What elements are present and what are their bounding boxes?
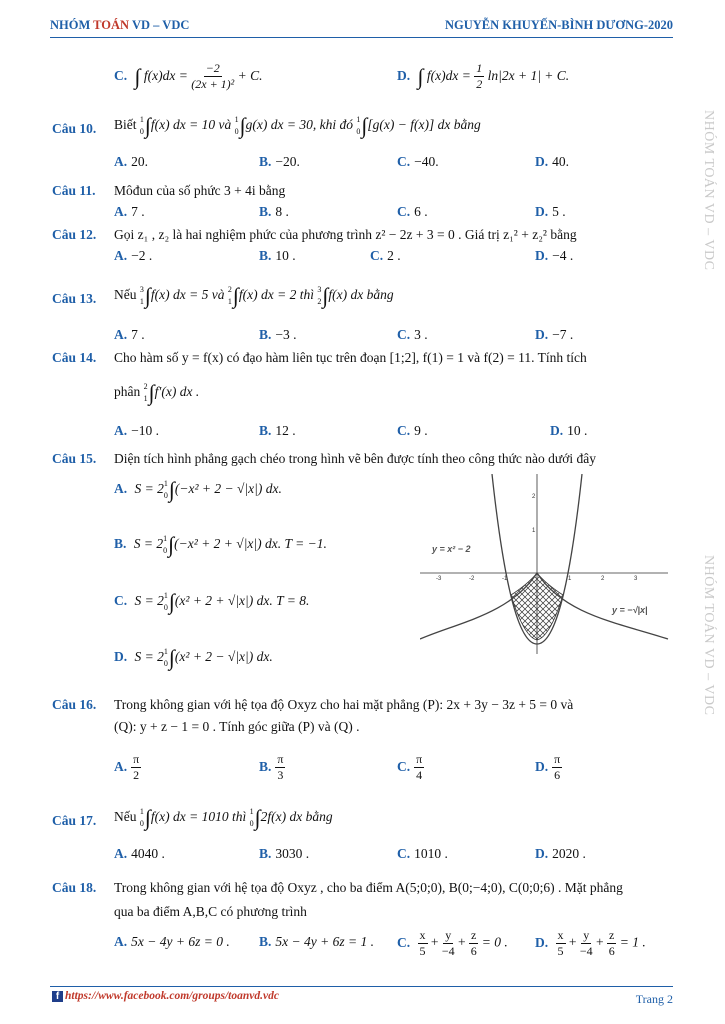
- option-value: −2 .: [131, 248, 153, 263]
- header-text: NHÓM: [50, 18, 94, 32]
- option-label: A.: [114, 846, 128, 861]
- tick-label: -1: [502, 576, 508, 582]
- option-label: D.: [535, 248, 549, 263]
- formula-prefix: S = 2: [134, 649, 164, 665]
- question-text: Môđun của số phức 3 + 4i bằng: [114, 183, 286, 198]
- option-value: 6 .: [414, 204, 428, 219]
- question-text: Trong không gian với hệ tọa độ Oxyz , cho ba điểm A(5;0;0), B(0;−4;0), C(0;0;6) . Mặt phẳng: [114, 880, 623, 895]
- option-value: 1010 .: [414, 846, 448, 861]
- option-label: D.: [397, 67, 411, 83]
- question-number: Câu 17.: [52, 813, 97, 828]
- formula-prefix: S = 2: [134, 593, 164, 609]
- question-text: Diện tích hình phẳng gạch chéo trong hình vẽ bên được tính theo công thức nào dưới đây: [114, 451, 596, 466]
- option-label: D.: [535, 846, 549, 861]
- option-value: 10 .: [275, 248, 296, 263]
- integral-limits: 1 0: [163, 591, 168, 612]
- option-c: [397, 204, 428, 220]
- option-value: 7 .: [131, 204, 145, 219]
- question-17: [52, 805, 673, 865]
- option-a: [114, 752, 141, 783]
- option-value: 2020 .: [552, 846, 586, 861]
- option-value: (−x² + 2 − √|x|) dx.: [174, 481, 282, 497]
- root-label: y = −√|x|: [612, 605, 648, 615]
- tick-label: 2: [601, 576, 605, 582]
- option-d: [535, 846, 586, 862]
- option-label: C.: [397, 327, 411, 342]
- tick-label: 1: [568, 576, 572, 582]
- option-label: B.: [259, 154, 272, 169]
- option-c: [397, 423, 428, 439]
- option-value: = 1 .: [619, 934, 646, 950]
- question-text: Cho hàm số y = f(x) có đạo hàm liên tục trên đoạn [1;2], f(1) = 1 và f(2) = 11. Tính tích: [114, 350, 587, 365]
- option-a: [114, 327, 145, 343]
- option-c: [397, 846, 448, 862]
- integral-limits: 1 0: [139, 807, 144, 828]
- option-label: D.: [535, 758, 549, 774]
- page-number: Trang 2: [635, 992, 673, 1006]
- fraction: [275, 752, 285, 783]
- option-value: 7 .: [131, 327, 145, 342]
- option-value: 12 .: [275, 423, 296, 438]
- question-number: Câu 16.: [52, 697, 97, 712]
- question-number: Câu 14.: [52, 350, 97, 365]
- footer-link-text[interactable]: https://www.facebook.com/groups/toanvd.vdc: [65, 990, 279, 1002]
- denominator: 2: [133, 768, 140, 782]
- option-label: C.: [397, 423, 411, 438]
- fraction: $\frac{z}{6}$: [470, 928, 477, 958]
- facebook-icon: f: [52, 991, 63, 1002]
- option-label: B.: [114, 536, 127, 552]
- header-text: VD: [131, 18, 151, 32]
- integral-limits: 1 0: [163, 534, 168, 555]
- option-d: [535, 752, 562, 783]
- fraction: [552, 752, 562, 783]
- option-label: A.: [114, 423, 128, 438]
- option-b: [259, 846, 309, 862]
- question-text-part: Nếu: [114, 287, 137, 303]
- math-expression: ∫ f(x)dx = $\frac{1}{2}$ ln|2x + 1| + C.: [417, 61, 570, 91]
- option-label: A.: [114, 758, 128, 774]
- option-label: B.: [259, 423, 272, 438]
- question-text: Nếu 3 1 ∫f(x) dx = 5 và 2 1 ∫f(x) dx = 2 thì 3 2 ∫f(x) dx bằng: [114, 283, 394, 308]
- formula-prefix: S = 2: [134, 481, 164, 497]
- option-value: 3030 .: [275, 846, 310, 861]
- option-d: [550, 423, 587, 439]
- option-value: 3 .: [414, 327, 428, 342]
- math-expression: f(x) dx = 1010 thì: [150, 809, 247, 825]
- option-d: [535, 248, 573, 264]
- option-label: C.: [397, 934, 411, 950]
- denominator: 3: [277, 768, 284, 782]
- integral-limits: 3 1: [139, 285, 144, 306]
- facebook-group-link[interactable]: [52, 990, 279, 1002]
- option-value: 5x − 4y + 6z = 1 .: [275, 934, 374, 949]
- denominator: 6: [554, 768, 561, 782]
- fraction: $\frac{y}{-4}$: [579, 928, 593, 958]
- question-text-line-2: qua ba điểm A,B,C có phương trình: [114, 904, 307, 919]
- question-number: Câu 10.: [52, 121, 97, 136]
- option-d: [535, 204, 566, 220]
- option-value: 5x − 4y + 6z = 0 .: [131, 934, 230, 949]
- numerator: π: [133, 752, 140, 766]
- option-c: [114, 61, 263, 92]
- question-text: Biết 1 0 ∫f(x) dx = 10 và 1 0 ∫g(x) dx = 30, khi đó 1 0 ∫[g(x) − f(x)] dx bằng: [114, 113, 481, 138]
- fraction: $\frac{x}{5}$: [557, 928, 564, 958]
- question-12: [52, 227, 673, 267]
- y-tick-labels: [532, 494, 536, 534]
- option-label: A.: [114, 327, 128, 342]
- option-label: D.: [535, 204, 549, 219]
- option-b: B. S = 2 1 0 ∫(−x² + 2 + √|x|) dx. T = −1.: [114, 532, 327, 557]
- question-16: [52, 697, 673, 792]
- fraction: [414, 752, 424, 783]
- integral-limits: 2 1: [143, 382, 148, 403]
- option-value: 10 .: [567, 423, 588, 438]
- header-text: – VDC: [150, 18, 190, 32]
- fraction: $\frac{y}{-4}$: [441, 928, 455, 958]
- tick-label: 1: [532, 528, 536, 534]
- option-value: 2 .: [387, 248, 401, 263]
- option-label: B.: [259, 204, 272, 219]
- option-label: C.: [397, 154, 411, 169]
- tick-label: 3: [634, 576, 638, 582]
- option-label: C.: [370, 248, 384, 263]
- option-d: [397, 61, 569, 92]
- option-label: B.: [259, 934, 272, 949]
- option-value: 9 .: [414, 423, 428, 438]
- option-label: A.: [114, 154, 128, 169]
- integral-limits: 1 0: [249, 807, 254, 828]
- option-c: [397, 154, 439, 170]
- option-c: C. S = 2 1 0 ∫(x² + 2 + √|x|) dx. T = 8.: [114, 589, 310, 614]
- math-expression: g(x) dx = 30, khi đó: [245, 117, 353, 133]
- option-d: D. $\frac{x}{5}$ + $\frac{y}{-4}$ + $\frac{z}{6}$ = 1 .: [535, 928, 646, 958]
- option-a: A. S = 2 1 0 ∫(−x² + 2 − √|x|) dx.: [114, 477, 282, 502]
- header-group-name: [50, 18, 189, 33]
- question-text-line-2: (Q): y + z − 1 = 0 . Tính góc giữa (P) và (Q) .: [114, 719, 360, 734]
- option-a: [114, 204, 145, 220]
- math-expression: ∫ f(x)dx = $\frac{-2}{\text{(2x + 1)²}}$ + C.: [134, 61, 263, 91]
- option-value: (x² + 2 − √|x|) dx.: [174, 649, 273, 665]
- tick-label: -2: [469, 576, 475, 582]
- option-b: [259, 154, 300, 170]
- option-label: C.: [114, 67, 128, 83]
- option-label: A.: [114, 248, 128, 263]
- integral-limits: 1 0: [163, 479, 168, 500]
- option-label: D.: [535, 154, 549, 169]
- page-header: [50, 18, 673, 36]
- question-text: Gọi z₁ , z₂ là hai nghiệm phức của phương trình z² − 2z + 3 = 0 . Giá trị z₁² + z₂² bằng: [114, 227, 577, 242]
- integral-limits: 3 2: [317, 285, 322, 306]
- option-value: −4 .: [552, 248, 574, 263]
- option-value: = 0 .: [481, 934, 508, 950]
- question-14: [52, 350, 673, 445]
- option-label: A.: [114, 934, 128, 949]
- math-expression: 2f(x) dx bằng: [260, 809, 333, 825]
- numerator: π: [554, 752, 561, 766]
- option-d: [535, 327, 573, 343]
- integral-limits: 1 0: [234, 115, 239, 136]
- option-value: −40.: [414, 154, 439, 169]
- integral-limits: 1 0: [356, 115, 361, 136]
- option-label: D.: [535, 934, 549, 950]
- option-a: [114, 248, 152, 264]
- header-divider: [50, 37, 673, 38]
- option-c: [397, 752, 424, 783]
- option-value: 5 .: [552, 204, 566, 219]
- option-value: 8 .: [275, 204, 289, 219]
- option-value: −10 .: [131, 423, 159, 438]
- option-a: [114, 934, 230, 950]
- question-number: Câu 13.: [52, 291, 97, 306]
- option-b: [259, 248, 296, 264]
- question-text-line-2: phân 2 1 ∫f′(x) dx .: [114, 380, 200, 405]
- fraction: [131, 752, 141, 783]
- option-b: [259, 204, 289, 220]
- option-label: C.: [397, 846, 411, 861]
- watermark: NHÓM TOÁN VD – VDC: [701, 110, 716, 271]
- option-c: C. $\frac{x}{5}$ + $\frac{y}{-4}$ + $\frac{z}{6}$ = 0 .: [397, 928, 508, 958]
- hatched-region: [511, 573, 563, 640]
- tick-label: -3: [436, 576, 442, 582]
- option-value: 40.: [552, 154, 569, 169]
- question-number: Câu 11.: [52, 183, 96, 198]
- header-school-name: NGUYỄN KHUYẾN-BÌNH DƯƠNG-2020: [444, 18, 673, 32]
- math-expression: f(x) dx bằng: [328, 287, 394, 303]
- option-b: [259, 752, 285, 783]
- denominator: 4: [416, 768, 423, 782]
- header-text: TOÁN: [93, 18, 132, 32]
- math-expression: f(x) dx = 2 thì: [238, 287, 314, 303]
- option-value: 20.: [131, 154, 148, 169]
- option-value: −20.: [275, 154, 300, 169]
- option-label: B.: [259, 758, 272, 774]
- question-18: [52, 880, 673, 970]
- option-label: A.: [114, 204, 128, 219]
- option-a: [114, 154, 148, 170]
- fraction: $\frac{x}{5}$: [419, 928, 426, 958]
- option-b: [259, 934, 374, 950]
- option-label: C.: [397, 758, 411, 774]
- option-label: B.: [259, 846, 272, 861]
- fraction: $\frac{1}{2}$: [476, 61, 483, 91]
- option-b: [259, 423, 296, 439]
- tick-label: 2: [532, 494, 536, 500]
- option-value: −3 .: [275, 327, 297, 342]
- numerator: π: [277, 752, 284, 766]
- question-text: Nếu 1 0 ∫f(x) dx = 1010 thì 1 0 ∫2f(x) dx bằng: [114, 805, 333, 830]
- question-number: Câu 15.: [52, 451, 97, 466]
- question-11: [52, 183, 673, 223]
- parabola-label: y = x² − 2: [432, 544, 471, 554]
- fraction: $\frac{-2}{\text{(2x + 1)²}}$: [191, 61, 235, 91]
- option-value: −7 .: [552, 327, 574, 342]
- numerator: π: [416, 752, 423, 766]
- option-value: (−x² + 2 + √|x|) dx. T = −1.: [174, 536, 327, 552]
- area-graph: [420, 474, 670, 654]
- integral-limits: 1 0: [163, 647, 168, 668]
- footer-divider: [50, 986, 673, 987]
- math-expression: f(x) dx = 5 và: [150, 287, 225, 303]
- option-label: D.: [550, 423, 564, 438]
- option-label: B.: [259, 327, 272, 342]
- question-text-part: Biết: [114, 117, 137, 133]
- math-expression: f(x) dx = 10 và: [150, 117, 232, 133]
- math-expression: [g(x) − f(x)] dx bằng: [367, 117, 481, 133]
- option-label: D.: [114, 649, 128, 665]
- watermark: NHÓM TOÁN VD – VDC: [701, 555, 716, 716]
- question-9-options: [52, 55, 673, 95]
- integral-limits: 1 0: [139, 115, 144, 136]
- option-c: [397, 327, 428, 343]
- formula-prefix: S = 2: [133, 536, 164, 552]
- question-text-part: phân: [114, 384, 141, 400]
- option-label: C.: [114, 593, 128, 609]
- question-text-part: Nếu: [114, 809, 137, 825]
- option-a: [114, 423, 159, 439]
- option-value: 4040 .: [131, 846, 165, 861]
- option-value: (x² + 2 + √|x|) dx. T = 8.: [174, 593, 310, 609]
- question-number: Câu 18.: [52, 880, 97, 895]
- option-d: [535, 154, 569, 170]
- fraction: $\frac{z}{6}$: [608, 928, 615, 958]
- option-label: D.: [535, 327, 549, 342]
- integral-limits: 2 1: [227, 285, 232, 306]
- question-10: [52, 113, 673, 173]
- option-a: [114, 846, 165, 862]
- option-c: [370, 248, 401, 264]
- option-d: D. S = 2 1 0 ∫(x² + 2 − √|x|) dx.: [114, 645, 273, 670]
- question-13: [52, 283, 673, 343]
- question-text: Trong không gian với hệ tọa độ Oxyz cho hai mặt phẳng (P): 2x + 3y − 3z + 5 = 0 và: [114, 697, 574, 712]
- option-label: A.: [114, 481, 128, 497]
- question-number: Câu 12.: [52, 227, 97, 242]
- option-b: [259, 327, 297, 343]
- math-expression: f′(x) dx .: [154, 384, 200, 400]
- option-label: B.: [259, 248, 272, 263]
- option-label: C.: [397, 204, 411, 219]
